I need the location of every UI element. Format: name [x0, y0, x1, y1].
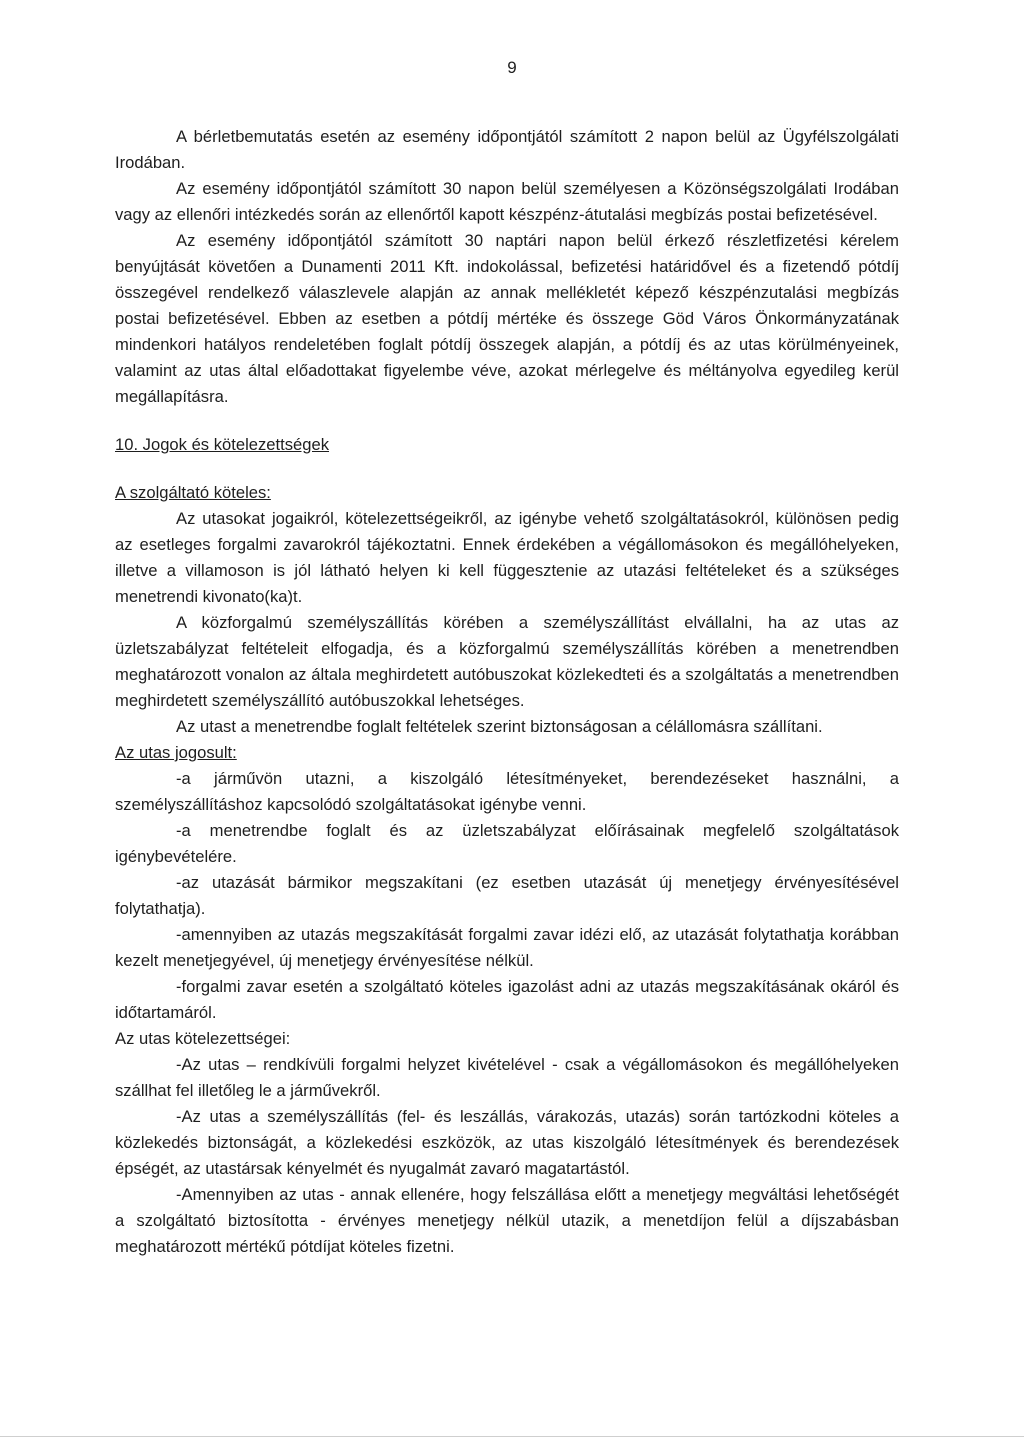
paragraph-installment-request: Az esemény időpontjától számított 30 naptári napon belül érkező részletfizetési kérelem benyújtását követően a Dunamenti 2011 Kft. indokolással, befizetési határidővel és a fizetendő pótdíj összegével rendelkező válaszlevele alapján az annak mellékletét képező készpénzutalási megbízás postai befizetésével. Ebben az esetben a pótdíj mértéke és összege Göd Város Önkormányzatának mindenkori hatályos rendeletében foglalt pótdíj összegek alapján, a pótdíj és az utas körülményeinek, valamint az utas által előadottakat figyelembe véve, azokat mérlegelve és méltányolva egyedileg kerül megállapításra. — [115, 231, 899, 406]
provider-paragraph-inform: Az utasokat jogaikról, kötelezettségeikről, az igénybe vehető szolgáltatásokról, különösen pedig az esetleges forgalmi zavarokról tájékoztatni. Ennek érdekében a végállomásokon és megállóhelyeken, illetve a villamoson is jól látható helyen ki kell függesztenie az utazási feltételeket és a szükséges menetrendi kivonato(ka)t. — [115, 509, 899, 606]
passenger-obligation-item: -Amennyiben az utas - annak ellenére, hogy felszállása előtt a menetjegy megváltási lehetőségét a szolgáltató biztosította - érvényes menetjegy nélkül utazik, a menetdíjon felül a díjszabásban meghatározott mértékű pótdíjat köteles fizetni. — [115, 1185, 899, 1256]
scan-edge-line — [0, 1436, 1024, 1437]
paragraph-personal-payment: Az esemény időpontjától számított 30 napon belül személyesen a Közönségszolgálati Irodában vagy az ellenőri intézkedés során az ellenőrtől kapott készpénz-átutalási megbízás postai befizetésével. — [115, 179, 899, 224]
passenger-obligation-item: -Az utas a személyszállítás (fel- és leszállás, várakozás, utazás) során tartózkodni köteles a közlekedés biztonságát, a közlekedési eszközök, az utas kiszolgáló létesítmények és berendezések épségét, az utastársak kényelmét és nyugalmát zavaró magatartástól. — [115, 1107, 899, 1178]
passenger-right-item: -forgalmi zavar esetén a szolgáltató köteles igazolást adni az utazás megszakításának okáról és időtartamáról. — [115, 977, 899, 1022]
provider-obligations-heading: A szolgáltató köteles: — [115, 483, 271, 502]
provider-paragraph-safe-delivery: Az utast a menetrendbe foglalt feltételek szerint biztonságosan a célállomásra szállítani. — [176, 717, 823, 736]
passenger-right-item: -amennyiben az utazás megszakítását forgalmi zavar idézi elő, az utazását folytathatja korábban kezelt menetjegyével, új menetjegy érvényesítése nélkül. — [115, 925, 899, 970]
passenger-obligations-heading: Az utas kötelezettségei: — [115, 1029, 291, 1048]
passenger-obligation-item: -Az utas – rendkívüli forgalmi helyzet kivételével - csak a végállomásokon és megállóhelyeken szállhat fel illetőleg le a járművekről. — [115, 1055, 899, 1100]
page-number: 9 — [507, 58, 517, 77]
section-title-rights-obligations: 10. Jogok és kötelezettségek — [115, 435, 330, 454]
provider-paragraph-transport: A közforgalmú személyszállítás körében a személyszállítást elvállalni, ha az utas az üzletszabályzat feltételeit elfogadja, és a közforgalmú személyszállítás körében a menetrendben meghatározott vonalon az általa meghirdetett autóbuszokat közlekedteti és a szolgáltatás a menetrendben meghirdetett személyszállító autóbuszokkal lehetséges. — [115, 613, 899, 710]
passenger-right-item: -a járművön utazni, a kiszolgáló létesítményeket, berendezéseket használni, a személyszállításhoz kapcsolódó szolgáltatásokat igénybe venni. — [115, 769, 899, 814]
paragraph-pass-presentation: A bérletbemutatás esetén az esemény időpontjától számított 2 napon belül az Ügyfélszolgálati Irodában. — [115, 127, 899, 172]
page-content — [115, 124, 899, 1260]
passenger-right-item: -a menetrendbe foglalt és az üzletszabályzat előírásainak megfelelő szolgáltatások igénybevételére. — [115, 821, 899, 866]
passenger-right-item: -az utazását bármikor megszakítani (ez esetben utazását új menetjegy érvényesítésével folytathatja). — [115, 873, 899, 918]
passenger-rights-heading: Az utas jogosult: — [115, 743, 237, 762]
